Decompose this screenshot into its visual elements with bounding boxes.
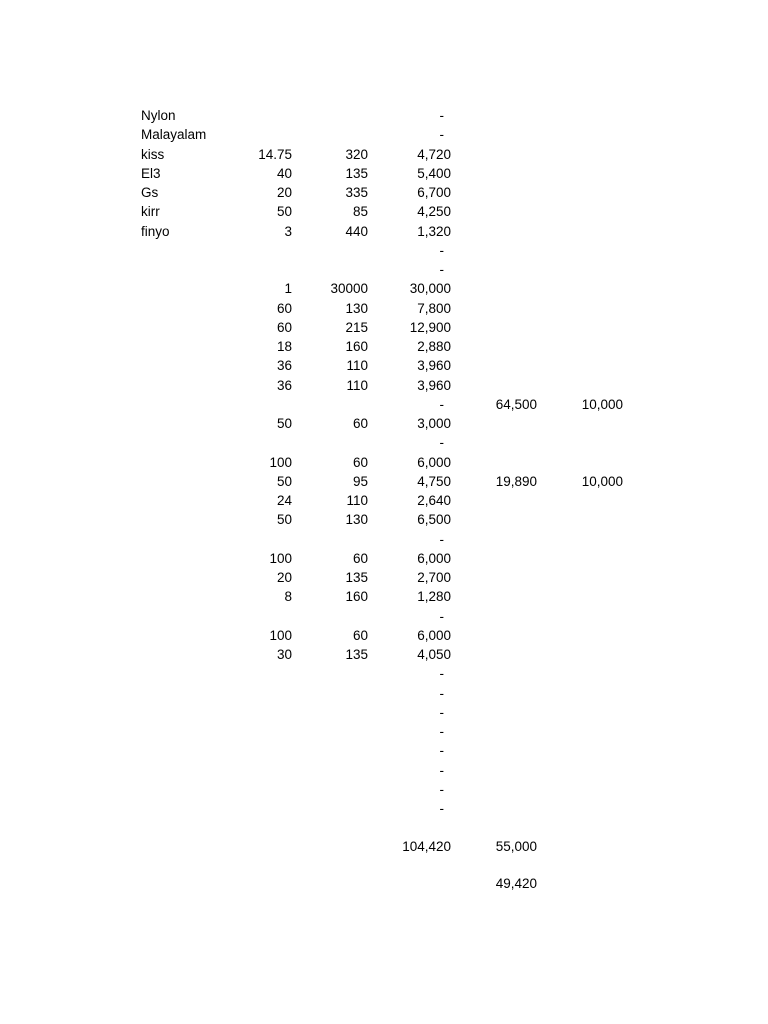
table-row xyxy=(0,780,768,799)
amount-cell: 3,000 xyxy=(417,416,451,431)
quantity-cell: 100 xyxy=(269,627,292,643)
rate-cell: 85 xyxy=(352,204,368,220)
table-row xyxy=(0,202,768,221)
table-row xyxy=(0,549,768,568)
paid-total: 55,000 xyxy=(495,839,537,854)
balance-row xyxy=(0,874,768,893)
table-row xyxy=(0,356,768,375)
amount-cell: - xyxy=(439,127,444,143)
quantity-cell: 50 xyxy=(276,416,292,431)
amount-cell: - xyxy=(439,531,444,547)
rate-cell: 130 xyxy=(345,512,368,528)
table-row xyxy=(0,376,768,395)
amount-cell: 6,500 xyxy=(417,512,451,528)
rate-cell: 215 xyxy=(345,319,368,335)
quantity-cell: 24 xyxy=(276,493,292,508)
quantity-cell: 50 xyxy=(276,204,292,220)
amount-cell: 2,640 xyxy=(417,493,451,508)
table-row xyxy=(0,183,768,202)
amount-cell: - xyxy=(439,435,444,451)
rate-cell: 440 xyxy=(345,223,368,239)
totals-row xyxy=(0,837,768,856)
rate-cell: 335 xyxy=(345,185,368,200)
quantity-cell: 18 xyxy=(276,339,292,354)
quantity-cell: 60 xyxy=(276,300,292,316)
amount-cell: - xyxy=(439,724,444,739)
quantity-cell: 3 xyxy=(284,223,292,239)
amount-cell: 6,000 xyxy=(417,454,451,470)
amount-cell: - xyxy=(439,685,444,701)
amount-cell: 12,900 xyxy=(409,319,451,335)
item-label: Gs xyxy=(141,185,159,200)
rate-cell: 135 xyxy=(345,570,368,585)
amount-cell: 3,960 xyxy=(417,377,451,393)
amount-cell: - xyxy=(439,743,444,759)
table-row xyxy=(0,491,768,510)
quantity-cell: 36 xyxy=(276,358,292,374)
rate-cell: 160 xyxy=(345,589,368,605)
rate-cell: 60 xyxy=(352,454,368,470)
quantity-cell: 8 xyxy=(284,589,292,605)
table-row xyxy=(0,145,768,164)
item-label: finyo xyxy=(141,223,170,239)
table-row xyxy=(0,125,768,144)
table-row xyxy=(0,279,768,298)
table-row xyxy=(0,684,768,703)
quantity-cell: 20 xyxy=(276,570,292,585)
table-row xyxy=(0,664,768,683)
quantity-cell: 1 xyxy=(284,281,292,297)
item-label: Nylon xyxy=(141,108,176,123)
rate-cell: 135 xyxy=(345,647,368,662)
quantity-cell: 30 xyxy=(276,647,292,662)
amount-cell: - xyxy=(439,262,444,277)
subtotal-cell: 19,890 xyxy=(495,473,537,489)
amount-cell: 4,250 xyxy=(417,204,451,220)
amount-cell: 4,720 xyxy=(417,146,451,162)
amount-cell: - xyxy=(439,242,444,258)
table-row xyxy=(0,587,768,606)
quantity-cell: 50 xyxy=(276,473,292,489)
quantity-cell: 50 xyxy=(276,512,292,528)
paid-cell: 10,000 xyxy=(581,473,623,489)
table-row xyxy=(0,241,768,260)
table-row xyxy=(0,645,768,664)
table-row xyxy=(0,337,768,356)
quantity-cell: 14.75 xyxy=(258,146,292,162)
quantity-cell: 60 xyxy=(276,319,292,335)
quantity-cell: 36 xyxy=(276,377,292,393)
amount-cell: 5,400 xyxy=(417,165,451,181)
table-row xyxy=(0,703,768,722)
table-row xyxy=(0,164,768,183)
table-row xyxy=(0,722,768,741)
amount-cell: - xyxy=(439,762,444,778)
rate-cell: 110 xyxy=(346,358,368,374)
item-label: Malayalam xyxy=(141,127,207,143)
paid-cell: 10,000 xyxy=(581,396,623,412)
table-row xyxy=(0,318,768,337)
balance-value: 49,420 xyxy=(495,876,537,891)
rate-cell: 130 xyxy=(345,300,368,316)
amount-cell: 1,280 xyxy=(417,589,451,605)
rate-cell: 160 xyxy=(345,339,368,354)
amount-cell: 30,000 xyxy=(409,281,451,297)
rate-cell: 135 xyxy=(345,165,368,181)
table-row xyxy=(0,106,768,125)
rate-cell: 95 xyxy=(352,473,368,489)
quantity-cell: 100 xyxy=(269,454,292,470)
rate-cell: 60 xyxy=(352,550,368,566)
amount-cell: - xyxy=(439,608,444,624)
amount-cell: 3,960 xyxy=(417,358,451,374)
table-row xyxy=(0,510,768,529)
table-row xyxy=(0,568,768,587)
table-row xyxy=(0,222,768,241)
table-row xyxy=(0,799,768,818)
table-row xyxy=(0,453,768,472)
amount-cell: 7,800 xyxy=(417,300,451,316)
amount-total: 104,420 xyxy=(402,839,451,854)
amount-cell: - xyxy=(439,666,444,682)
amount-cell: 2,880 xyxy=(417,339,451,354)
amount-cell: 2,700 xyxy=(417,570,451,585)
rate-cell: 110 xyxy=(346,377,368,393)
table-row xyxy=(0,299,768,318)
amount-cell: - xyxy=(439,704,444,720)
quantity-cell: 40 xyxy=(276,165,292,181)
item-label: kirr xyxy=(141,204,160,220)
subtotal-cell: 64,500 xyxy=(495,396,537,412)
amount-cell: - xyxy=(439,396,444,412)
table-row xyxy=(0,395,768,414)
rate-cell: 30000 xyxy=(330,281,368,297)
table-row xyxy=(0,607,768,626)
amount-cell: 6,000 xyxy=(417,550,451,566)
table-row xyxy=(0,433,768,452)
rate-cell: 110 xyxy=(346,493,368,508)
item-label: kiss xyxy=(141,146,165,162)
amount-cell: - xyxy=(439,108,444,123)
quantity-cell: 100 xyxy=(269,550,292,566)
table-row xyxy=(0,626,768,645)
table-row xyxy=(0,260,768,279)
table-row xyxy=(0,761,768,780)
item-label: El3 xyxy=(141,165,161,181)
amount-cell: - xyxy=(439,801,444,816)
table-row xyxy=(0,472,768,491)
amount-cell: 4,050 xyxy=(417,647,451,662)
rate-cell: 60 xyxy=(352,416,368,431)
table-row xyxy=(0,414,768,433)
amount-cell: 4,750 xyxy=(417,473,451,489)
amount-cell: 6,000 xyxy=(417,627,451,643)
table-row xyxy=(0,741,768,760)
table-row xyxy=(0,530,768,549)
amount-cell: - xyxy=(439,781,444,797)
amount-cell: 1,320 xyxy=(417,223,451,239)
quantity-cell: 20 xyxy=(276,185,292,200)
rate-cell: 320 xyxy=(345,146,368,162)
amount-cell: 6,700 xyxy=(417,185,451,200)
rate-cell: 60 xyxy=(352,627,368,643)
